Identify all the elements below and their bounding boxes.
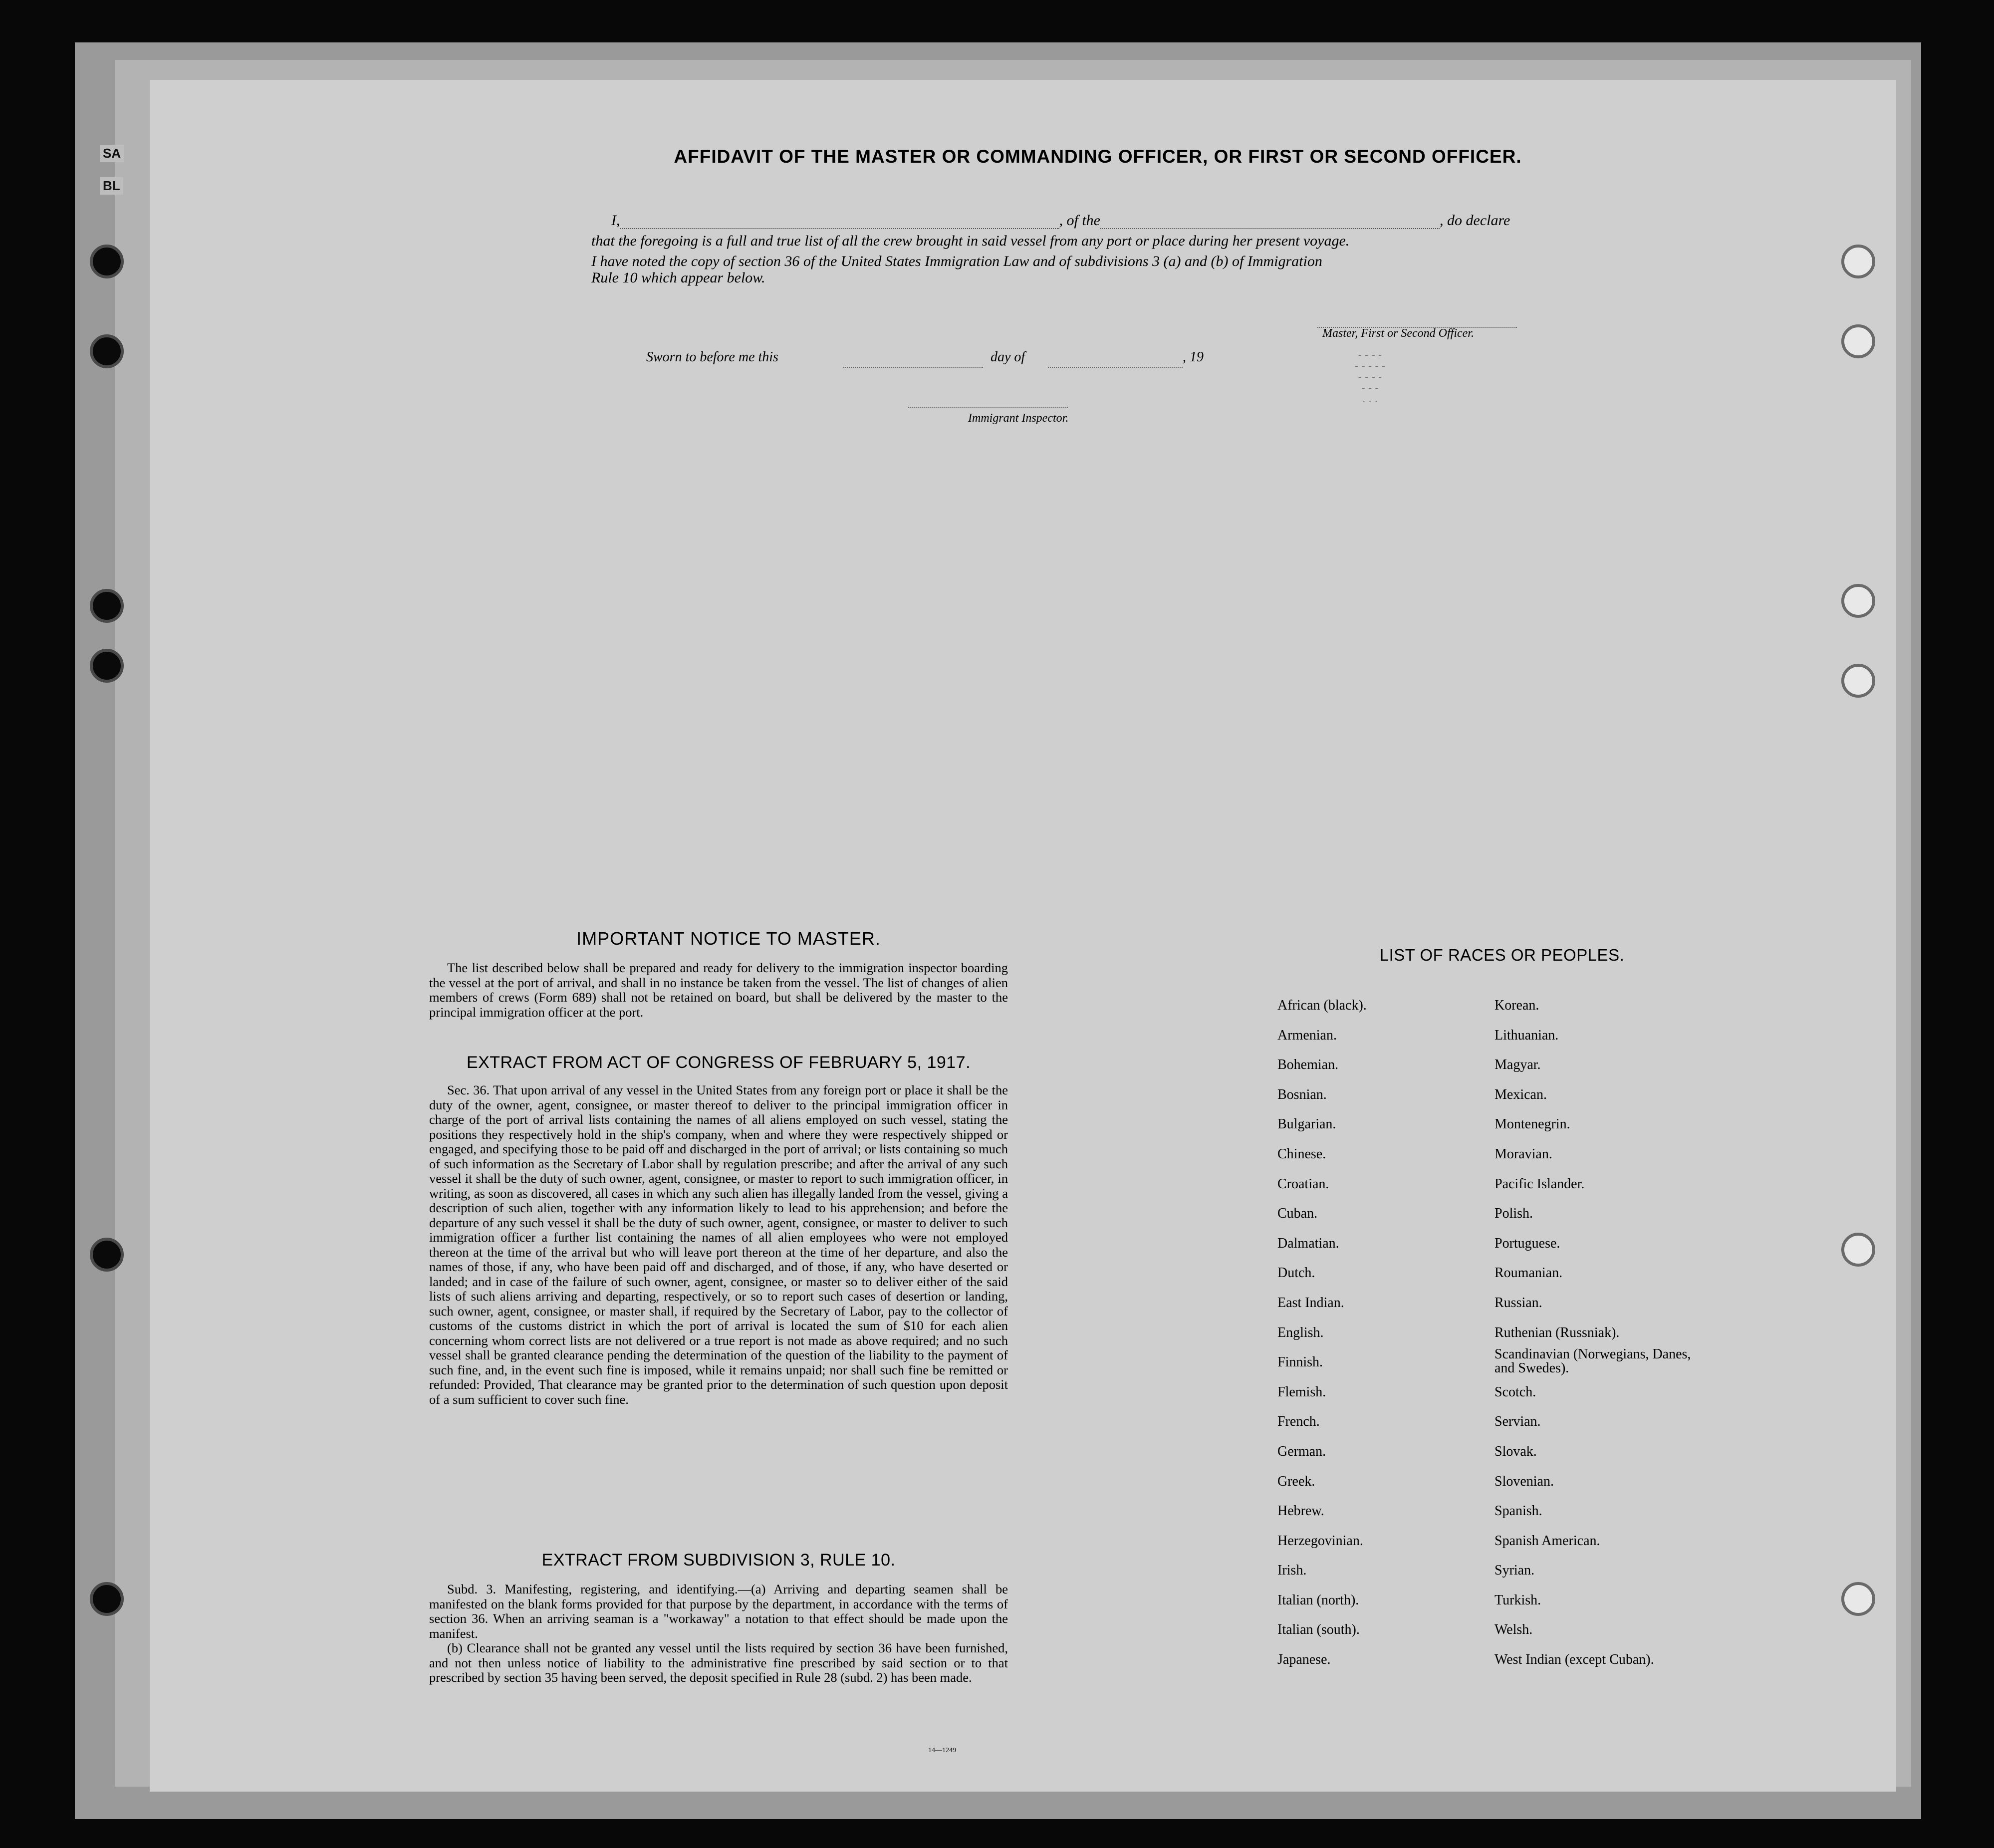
races-left-column bbox=[1277, 991, 1367, 1675]
form-number: 14—1249 bbox=[928, 1747, 956, 1754]
race-item: Portuguese. bbox=[1495, 1235, 1560, 1251]
bleed-through-row bbox=[220, 492, 1806, 512]
affidavit-line-4: Rule 10 which appear below. bbox=[591, 269, 765, 286]
race-item: Spanish. bbox=[1495, 1503, 1542, 1519]
race-item: Korean. bbox=[1495, 998, 1539, 1013]
bleed-through-row bbox=[220, 873, 1806, 893]
binder-hole bbox=[90, 334, 124, 368]
race-item: Dutch. bbox=[1277, 1265, 1315, 1281]
bleed-through-row bbox=[220, 534, 1806, 554]
bleed-through-row bbox=[220, 619, 1806, 639]
race-item: Italian (north). bbox=[1277, 1592, 1359, 1608]
race-item: Bulgarian. bbox=[1277, 1116, 1336, 1132]
race-item: Irish. bbox=[1277, 1563, 1307, 1579]
sworn-label: Sworn to before me this bbox=[646, 349, 778, 365]
races-right-column bbox=[1495, 991, 1714, 1675]
act-title: EXTRACT FROM ACT OF CONGRESS OF FEBRUARY 5, 1917. bbox=[466, 1053, 971, 1072]
affidavit-title: AFFIDAVIT OF THE MASTER OR COMMANDING OFFICER, OR FIRST OR SECOND OFFICER. bbox=[674, 146, 1522, 167]
day-of-label: day of bbox=[991, 349, 1025, 365]
month-blank bbox=[1048, 367, 1183, 368]
races-title: LIST OF RACES OR PEOPLES. bbox=[1379, 946, 1625, 964]
edge-tab: BL bbox=[100, 177, 123, 195]
binder-hole bbox=[90, 1582, 124, 1616]
binder-hole bbox=[90, 245, 124, 278]
race-item: Roumanian. bbox=[1495, 1265, 1563, 1281]
affidavit-line-2: that the foregoing is a full and true list of all the crew brought in said vessel from any port or place during her present voyage. bbox=[591, 233, 1350, 249]
race-item: Slovenian. bbox=[1495, 1473, 1554, 1489]
race-item: Bosnian. bbox=[1277, 1086, 1327, 1102]
race-item: Magyar. bbox=[1495, 1057, 1541, 1073]
ink-stamp-mark: - - - - - - - - - - - - - - - - . . . bbox=[1355, 348, 1386, 405]
race-item: Bohemian. bbox=[1277, 1057, 1339, 1073]
binder-hole bbox=[1841, 584, 1875, 618]
race-item: Flemish. bbox=[1277, 1384, 1326, 1400]
rule-title: EXTRACT FROM SUBDIVISION 3, RULE 10. bbox=[541, 1551, 896, 1570]
rule-para-b: (b) Clearance shall not be granted any vessel until the lists required by section 36 have been furnished, and not then unless notice of liability to the administrative fine prescribed by said section or to that prescribed by section 35 having been served, the deposit specified in Rule 28 (subd. 2) has been made. bbox=[429, 1640, 1008, 1685]
bleed-through-row bbox=[220, 831, 1806, 851]
race-item: Lithuanian. bbox=[1495, 1027, 1559, 1043]
race-item: Chinese. bbox=[1277, 1146, 1326, 1162]
race-item: Scotch. bbox=[1495, 1384, 1536, 1400]
race-item: English. bbox=[1277, 1324, 1324, 1340]
race-item: Croatian. bbox=[1277, 1176, 1329, 1192]
race-item: Servian. bbox=[1495, 1414, 1541, 1430]
affidavit-line-1 bbox=[591, 212, 1604, 229]
race-item: Armenian. bbox=[1277, 1027, 1337, 1043]
race-item: Slovak. bbox=[1495, 1443, 1537, 1459]
race-item: Turkish. bbox=[1495, 1592, 1541, 1608]
race-item: West Indian (except Cuban). bbox=[1495, 1652, 1654, 1668]
bleed-through-row bbox=[220, 449, 1806, 469]
race-item: Scandinavian (Norwegians, Danes, and Swedes). bbox=[1495, 1346, 1691, 1376]
notice-title: IMPORTANT NOTICE TO MASTER. bbox=[576, 928, 881, 949]
edge-tab: SA bbox=[100, 145, 124, 162]
race-item: Herzegovinian. bbox=[1277, 1533, 1363, 1549]
binder-hole bbox=[90, 589, 124, 623]
bleed-through-row bbox=[220, 576, 1806, 596]
race-item: Montenegrin. bbox=[1495, 1116, 1570, 1132]
inspector-signature-line bbox=[908, 407, 1068, 408]
rule-para-a: Subd. 3. Manifesting, registering, and identifying.—(a) Arriving and departing seamen shall be manifested on the blank forms provided for that purpose by the department, in accordance with the terms of section 36. When an arriving seaman is a "workaway" a notation to that effect should be made upon the manifest. bbox=[429, 1582, 1008, 1641]
bleed-through-row bbox=[220, 704, 1806, 724]
officer-label: Master, First or Second Officer. bbox=[1322, 327, 1474, 340]
binder-hole bbox=[90, 649, 124, 683]
race-item: Japanese. bbox=[1277, 1652, 1331, 1668]
binder-hole bbox=[1841, 245, 1875, 278]
race-item: Moravian. bbox=[1495, 1146, 1552, 1162]
binder-hole bbox=[1841, 1233, 1875, 1267]
race-item: German. bbox=[1277, 1443, 1326, 1459]
vessel-blank[interactable] bbox=[1100, 228, 1440, 229]
race-item: Welsh. bbox=[1495, 1622, 1533, 1638]
race-item: Syrian. bbox=[1495, 1563, 1535, 1579]
race-item: Mexican. bbox=[1495, 1086, 1547, 1102]
race-item: Polish. bbox=[1495, 1206, 1533, 1222]
declare-label: , do declare bbox=[1440, 212, 1510, 229]
race-item: Hebrew. bbox=[1277, 1503, 1324, 1519]
inspector-label: Immigrant Inspector. bbox=[968, 412, 1069, 425]
binder-hole bbox=[1841, 1582, 1875, 1616]
of-the-label: , of the bbox=[1059, 212, 1100, 229]
notice-body: The list described below shall be prepared and ready for delivery to the immigration inspector boarding the vessel at the port of arrival, and shall in no instance be taken from the vessel. The list of changes of alien members of crews (Form 689) shall not be retained on board, but shall be delivered by the master to the principal immigration officer at the port. bbox=[429, 960, 1008, 1020]
name-blank[interactable] bbox=[620, 228, 1059, 229]
race-item: Pacific Islander. bbox=[1495, 1176, 1585, 1192]
rule-body bbox=[429, 1582, 1008, 1685]
bleed-through-row bbox=[220, 746, 1806, 766]
race-item: African (black). bbox=[1277, 998, 1367, 1013]
race-item: Italian (south). bbox=[1277, 1622, 1360, 1638]
bleed-through-row bbox=[220, 789, 1806, 808]
binder-hole bbox=[1841, 324, 1875, 358]
i-label: I, bbox=[611, 212, 620, 229]
binder-hole bbox=[1841, 664, 1875, 698]
act-body: Sec. 36. That upon arrival of any vessel in the United States from any foreign port or place it shall be the duty of the owner, agent, consignee, or master thereof to deliver to the principal immigration officer in charge of the port of arrival lists containing the names of all aliens employed on such vessel, stating the positions they respectively hold in the ship's company, when and where they were respectively shipped or engaged, and specifying those to be paid off and discharged in the port of arrival; or lists containing so much of such information as the Secretary of Labor shall by regulation prescribe; and after the arrival of any such vessel it shall be the duty of such owner, agent, consignee, or master to report to such immigration officer, in writing, as soon as discovered, all cases in which any such alien has illegally landed from the vessel, giving a description of such alien, together with any information likely to lead to his apprehension; and before the departure of any such vessel it shall be the duty of such owner, agent, consignee, or master to deliver to such immigration officer a further list containing the names of all alien employees who were not employed thereon at the time of the arrival but who will leave port thereon at the time of her departure, and also the names of those, if any, who have been paid off and discharged, and of those, if any, who have deserted or landed; and in case of the failure of such owner, agent, consignee, or master so to deliver either of the said lists of such aliens arriving and departing, respectively, or so to report such cases of desertion or landing, such owner, agent, consignee, or master shall, if required by the Secretary of Labor, pay to the collector of customs of the customs district in which the port of arrival is located the sum of $10 for each alien concerning whom correct lists are not delivered or a true report is not made as above required; and no such vessel shall be granted clearance pending the determination of the question of the liability to the payment of such fine, and, in the event such fine is imposed, while it remains unpaid; nor shall such fine be remitted or refunded: Provided, That clearance may be granted prior to the determination of such question upon deposit of a sum sufficient to cover such fine. bbox=[429, 1082, 1008, 1407]
race-item: Finnish. bbox=[1277, 1354, 1323, 1370]
day-blank bbox=[843, 367, 983, 368]
affidavit-line-3: I have noted the copy of section 36 of the United States Immigration Law and of subdivisions 3 (a) and (b) of Immigration bbox=[591, 253, 1322, 269]
race-item: Greek. bbox=[1277, 1473, 1315, 1489]
bleed-through-row bbox=[220, 661, 1806, 681]
race-item: Spanish American. bbox=[1495, 1533, 1600, 1549]
race-item: Ruthenian (Russniak). bbox=[1495, 1324, 1620, 1340]
binder-hole bbox=[90, 1238, 124, 1272]
race-item: East Indian. bbox=[1277, 1295, 1344, 1311]
year-label: , 19 bbox=[1183, 349, 1204, 365]
race-item: Cuban. bbox=[1277, 1206, 1318, 1222]
race-item: Russian. bbox=[1495, 1295, 1542, 1311]
race-item: Dalmatian. bbox=[1277, 1235, 1339, 1251]
race-item: French. bbox=[1277, 1414, 1320, 1430]
